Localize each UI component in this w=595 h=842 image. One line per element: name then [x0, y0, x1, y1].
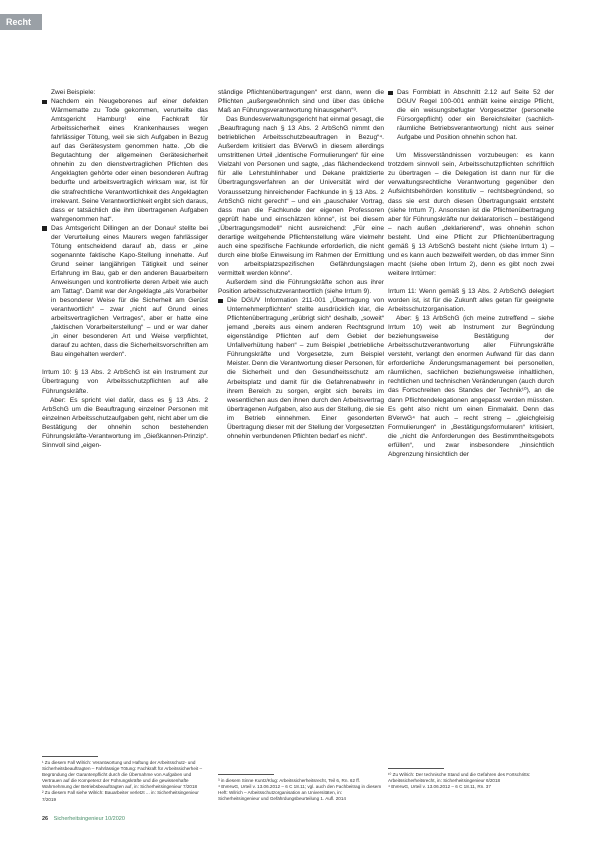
footnotes-col-1	[42, 760, 208, 803]
footnote: ³ in diesem Sinne Kuntz/Klug: Arbeitssicherheitsrecht, Teil 6, Rn. 62 ff.	[218, 778, 361, 783]
footnote-separator	[388, 768, 444, 769]
footnotes-col-2	[218, 778, 384, 802]
column-2	[218, 88, 384, 441]
page-number: 26	[42, 816, 49, 822]
magazine-title: Sicherheitsingenieur 10/2020	[53, 816, 125, 822]
dguv-list	[218, 296, 384, 441]
dguv-information-item: Die DGUV Information 211-001 „Übertragung von Unternehmerpflichten“ stellte ausdrücklich klar, die Pflichtenübertragung „erübrigt sich“ deshalb, „soweit“ jemand „bereits aus einem anderen Rechtsgrund eigenständige Pflichten auf dem Gebiet der Unfallverhütung haben“ – zum Beispiel „betriebliche Führungskräfte und Vorgesetzte, zum Beispiel Meister. Denn die Verantwortung dieser Personen, für die Sicherheit und den Gesundheitsschutz am Arbeitsplatz und damit für die Gefahrenabwehr in ihrem Bereich zu sorgen, ergibt sich bereits im wesentlichen aus den ihnen durch den Arbeitsvertrag übertragenen Aufgaben, also aus der Stellung, die sie im Betrieb einnehmen. Einer gesonderten Übertragung dieser mit der Stellung der Vorgesetzten ohnehin verbundenen Pflichten bedarf es nicht“.	[218, 296, 384, 441]
example-dillingen: Das Amtsgericht Dillingen an der Donau² stellte bei der Verurteilung eines Maurers wegen fahrlässiger Tötung entscheidend darauf ab, dass er „eine sogenannte faktische Kapo-Stellung innehatte. Auf Grund seiner langjährigen Tätigkeit und seiner Erfahrung im Bau, gab er den anderen Bauarbeitern Anweisungen und kontrollierte deren Arbeit wie auch am Tattag“. Damit war der Angeklagte „als Vorarbeiter in besonderer Weise für die Sicherheit am Gerüst verantwortlich“ – zwar „nicht auf Grund eines arbeitsvertraglichen Vertrages“, aber er hatte eine „faktischen Vorarbeiterstellung“ – und er war daher „in einer besonderen Art und Weise verpflichtet, darauf zu achten, dass die Sicherheitsvorschriften am Bau eingehalten werden“.	[42, 224, 208, 360]
footnote: ⁴ BVerwG, Urteil v. 13.06.2012 – 6 C 18.11; vgl. auch den Fachbeitrag in diesem Heft: Wilrich – Arbeitsschutzorganisation an Universitäten, in: Sicherheitsingenieur und Gefährdungsbeurteilung 1. Aufl. 2014	[218, 784, 382, 802]
formblatt-list	[388, 88, 554, 142]
examples-list	[42, 97, 208, 359]
irrtum-11-heading: Irrtum 11: Wenn gemäß § 13 Abs. 2 ArbSchG delegiert worden ist, ist für die Zukunft alles getan für geeignete Arbeitsschutzorganisation.	[388, 287, 554, 314]
footnote: ² Zu diesem Fall siehe Wilrich: Bauarbeiter verletzt ... in: Sicherheitsingenieur 7/2019	[42, 790, 199, 802]
footnote-separator	[42, 756, 98, 757]
paragraph: Um Missverständnissen vorzubeugen: es kann trotzdem sinnvoll sein, Arbeitsschutzpflichten schriftlich zu übertragen – die Delegation ist dann nur für die verwaltungsrechtliche Verantwortung gegenüber den Aufsichtsbehörden konstitutiv – rechtsbegründend, so dass sie erst durch diesen Übertragungsakt entsteht (siehe Irrtum 7). Ansonsten ist die Pflichtenübertragung aber für Führungskräfte nur deklaratorisch – bestätigend – nach außen „deklarierend“, was ohnehin schon besteht. Und eine Pflicht zur Pflichtenübertragung gemäß § 13 ArbSchG besteht nicht (siehe Irrtum 1) – und es kann auch bezweifelt werden, ob das immer Sinn macht (siehe oben Irrtum 2), denn es gibt noch zwei weitere Irrtümer:	[388, 152, 554, 277]
irrtum-10-answer: Aber: Es spricht viel dafür, dass es § 13 Abs. 2 ArbSchG um die Beauftragung einzelner Personen mit einzelnen Arbeitsschutzaufgaben geht, nicht aber um die Bestätigung der ohnehin schon bestehenden Führungskräfte-Verantwortung im „Gießkannen-Prinzip“. Sinnvoll sind „eigen-	[42, 396, 208, 449]
section-label: Recht	[6, 17, 32, 27]
footnote: ¹⁰ Zu Wilrich: Der technische Stand und die Gefahren des Fortschritts: Arbeitssicherheitsrecht, in: Sicherheitsingenieur 6/2018	[388, 772, 531, 784]
column-1	[42, 88, 208, 450]
intro-text: Zwei Beispiele:	[51, 89, 96, 96]
footnote: ⁴ BVerwG, Urteil v. 13.06.2012 – 6 C 18.11, Rn. 37	[388, 784, 491, 790]
footnote-separator	[218, 774, 274, 775]
footnotes-col-3	[388, 772, 554, 790]
irrtum-10-heading: Irrtum 10: § 13 Abs. 2 ArbSchG ist ein Instrument zur Übertragung von Arbeitsschutzpflichten auf alle Führungskräfte.	[42, 369, 208, 395]
example-hamburg: Nachdem ein Neugeborenes auf einer defekten Wärmematte zu Tode gekommen, verurteilte das Amtsgericht Hamburg¹ eine Fachkraft für Arbeitssicherheit eines Krankenhauses wegen fahrlässiger Tötung, weil sie sich Aufgaben in Bezug auf das Gerätesystem genommen hatte. „Ob die Begutachtung der allgemeinen Gerätesicherheit ohnehin zu den dienstvertraglichen Pflichten des Angeklagten gehörte oder einen besonderen Auftrag bedurfte und arbeitsvertraglich wirksam war, ist für die strafrechtliche Verantwortlichkeit des Angeklagten irrelevant. Seine Verantwortlichkeit ergibt sich daraus, dass er tatsächlich die ihm übertragenen Aufgaben wahrgenommen hat“.	[42, 97, 208, 224]
footnote: ¹ Zu diesem Fall Wilrich: Verantwortung und Haftung der Arbeitsschutz- und Sicherheitsbeauftragten – Fahrlässige Tötung: Fachkraft für Arbeitssicherheit – Begründung der Garantenpflicht durch die Übernahme von Aufgaben und Vertrauen auf die Kompetenz der Führungskräfte und die gewissenhafte Wahrnehmung der Betriebsbeauftragten auf, in: Sicherheitsingenieur 7/2018	[42, 760, 203, 790]
paragraph: ständige Pflichtenübertragungen“ erst dann, wenn die Pflichten „außergewöhnlich sind und über das übliche Maß an Führungsverantwortung hinausgehen“³.	[218, 89, 384, 115]
section-tab	[0, 14, 42, 30]
paragraph: Außerdem sind die Führungskräfte schon aus ihrer Position arbeitsschutzverantwortlich (siehe Irrtum 9).	[218, 278, 384, 296]
paragraph: Das Bundesverwaltungsgericht hat einmal gesagt, die „Beauftragung nach § 13 Abs. 2 ArbSchG nimmt den betrieblichen Arbeitsschutzbeauftragen in Bezug“⁴. Außerdem kritisiert das BVerwG in diesem allerdings umstrittenen Urteil „identische Formulierungen“ für eine Vielzahl von Personen und sagte, „das flächendeckend für alle Lehrstuhlinhaber und Dekane praktizierte Übertragungsverfahren an der Universität wird der Voraussetzung hinreichender Fachkunde in § 13 Abs. 2 ArbSchG nicht gerecht“ – und ein „pauschaler Vortrag, dass man die Fachkunde der eigenen Professoren geprüft habe und einschätzen könne“, ist bei diesem „Übertragungsmodell“ nicht ausreichend: „Für eine derartige weitgehende Pflichtenstellung wäre vielmehr auch eine spezifische Fachkunde erforderlich, die nicht durch eine bloße Einweisung im Rahmen der Ermittlung von arbeitsplatzspezifischen Gefährdungslagen vermittelt werden könne“.	[218, 116, 384, 277]
column-3	[388, 88, 554, 459]
page-footer	[42, 816, 125, 822]
formblatt-item: Das Formblatt in Abschnitt 2.12 auf Seite 52 der DGUV Regel 100-001 enthält keine einzige Pflicht, die ein weisungsbefugter Vorgesetzter (personelle Fürsorgepflicht) oder ein Bereichsleiter (sachlich-räumliche Betriebsverantwortung) nicht aus seiner Aufgabe und Position ohnehin schon hat.	[388, 88, 554, 142]
irrtum-11-answer: Aber: § 13 ArbSchG (ich meine zutreffend – siehe Irrtum 10) weit ab Instrument zur Begründung beziehungsweise Bestätigung der Arbeitsschutzverantwortung aller Führungskräfte versteht, verlangt den enormen Aufwand für das dann erforderliche Änderungsmanagement bei personellen, räumlichen, sachlichen beziehungsweise inhaltlichen, rechtlichen und technischen Veränderungen (auch durch das Fortschreiten des Standes der Technik¹⁰), an die dann Pflichtendelegationen angepasst werden müssten. Es geht also nicht um einen Einmalakt. Denn das BVerwG⁴ hat auch – recht streng – „gleichgleisig Formulierungen“ in „Bestätigungsformularen“ kritisiert, die „nicht die Anforderungen des Bestimmtheitsgebots erfüllen“, und zwar insbesondere „hinsichtlich Abgrenzung hinsichtlich der	[388, 315, 554, 458]
